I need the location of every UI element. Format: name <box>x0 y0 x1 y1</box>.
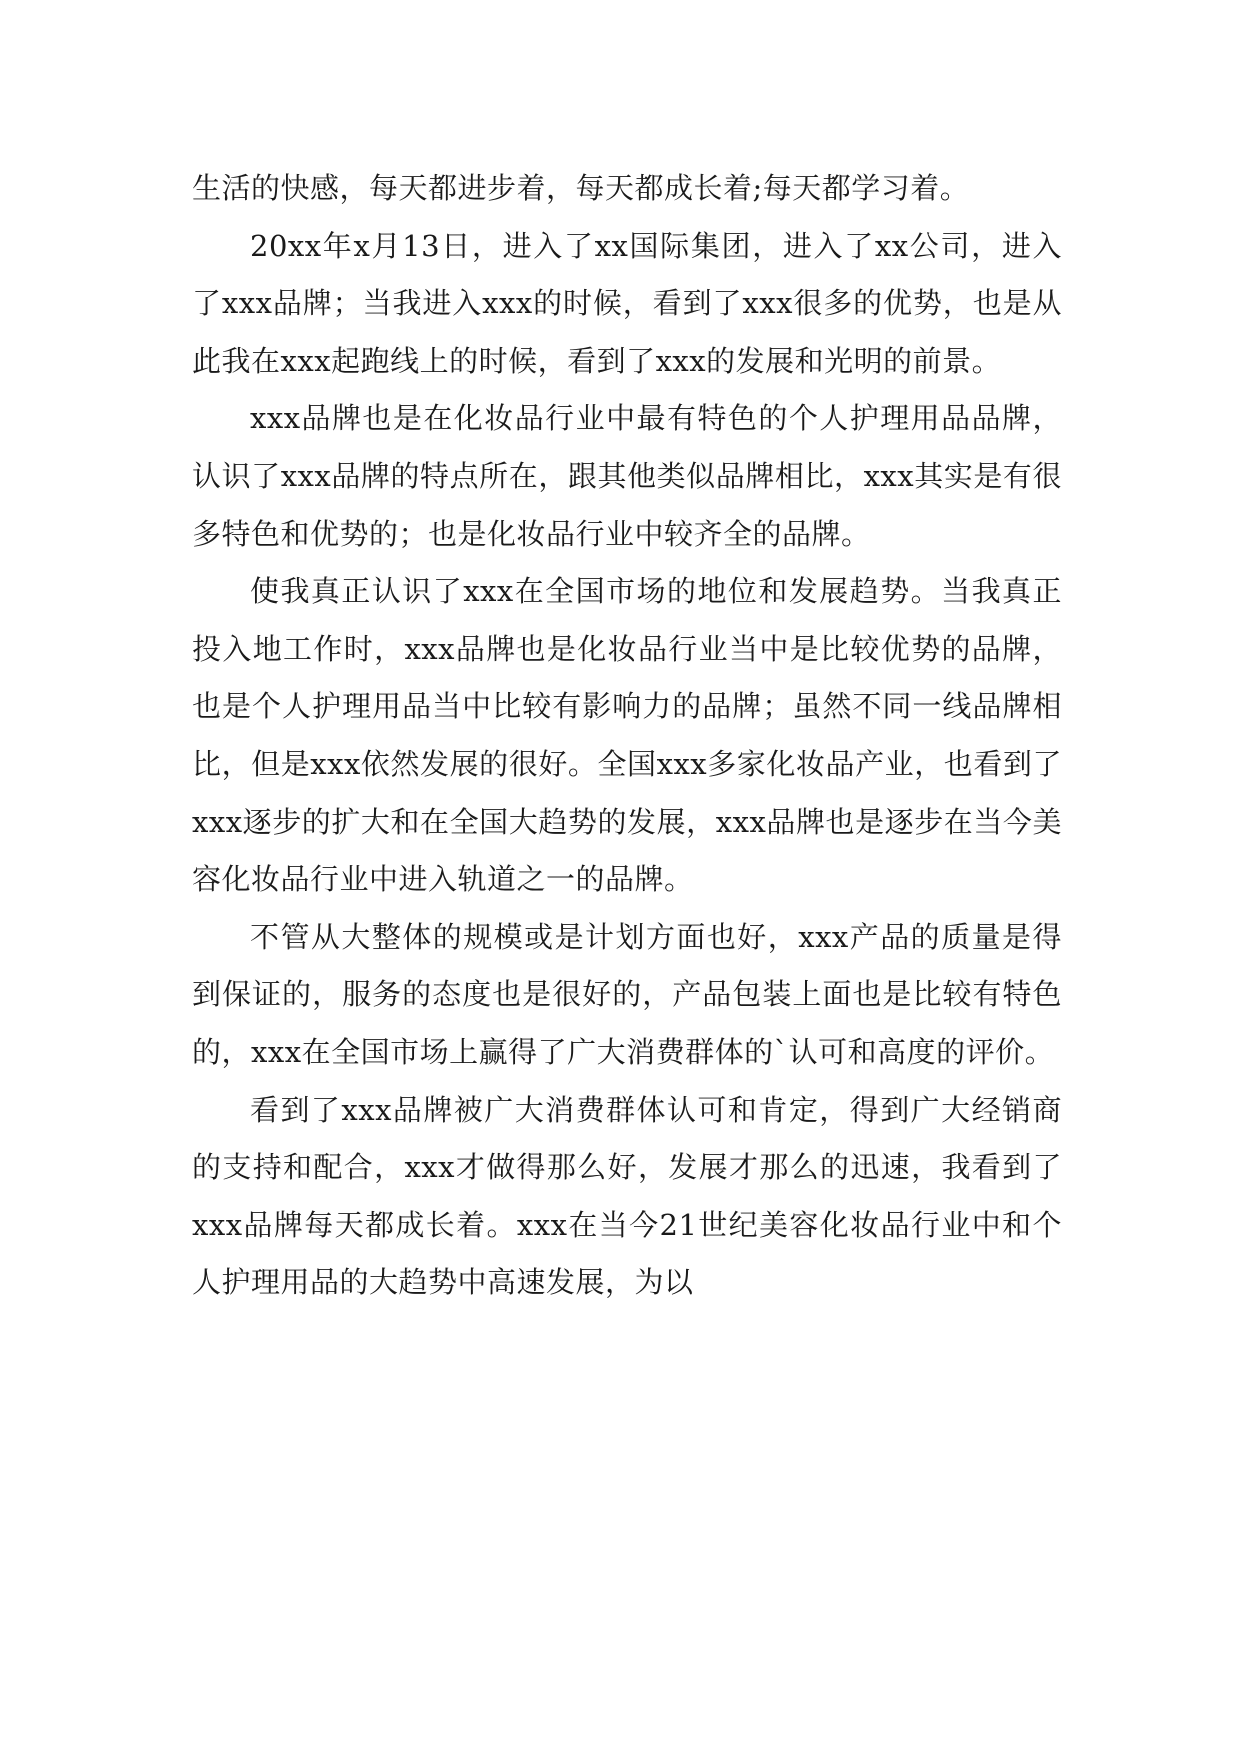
document-body <box>192 160 1062 1312</box>
paragraph-3: xxx品牌也是在化妆品行业中最有特色的个人护理用品品牌，认识了xxx品牌的特点所在，跟其他类似品牌相比，xxx其实是有很多特色和优势的；也是化妆品行业中较齐全的品牌。 <box>192 401 1062 551</box>
paragraph-2: 20xx年x月13日，进入了xx国际集团，进入了xx公司，进入了xxx品牌；当我进入xxx的时候，看到了xxx很多的优势，也是从此我在xxx起跑线上的时候，看到了xxx的发展和光明的前景。 <box>192 228 1062 378</box>
paragraph-5: 不管从大整体的规模或是计划方面也好，xxx产品的质量是得到保证的，服务的态度也是很好的，产品包装上面也是比较有特色的，xxx在全国市场上赢得了广大消费群体的`认可和高度的评价。 <box>192 919 1062 1069</box>
paragraph-4: 使我真正认识了xxx在全国市场的地位和发展趋势。当我真正投入地工作时，xxx品牌也是化妆品行业当中是比较优势的品牌，也是个人护理用品当中比较有影响力的品牌；虽然不同一线品牌相比，但是xxx依然发展的很好。全国xxx多家化妆品产业，也看到了xxx逐步的扩大和在全国大趋势的发展，xxx品牌也是逐步在当今美容化妆品行业中进入轨道之一的品牌。 <box>192 574 1062 897</box>
paragraph-6: 看到了xxx品牌被广大消费群体认可和肯定，得到广大经销商的支持和配合，xxx才做得那么好，发展才那么的迅速，我看到了xxx品牌每天都成长着。xxx在当今21世纪美容化妆品行业中和个人护理用品的大趋势中高速发展，为以 <box>192 1092 1062 1300</box>
paragraph-1: 生活的快感，每天都进步着，每天都成长着;每天都学习着。 <box>192 171 970 205</box>
